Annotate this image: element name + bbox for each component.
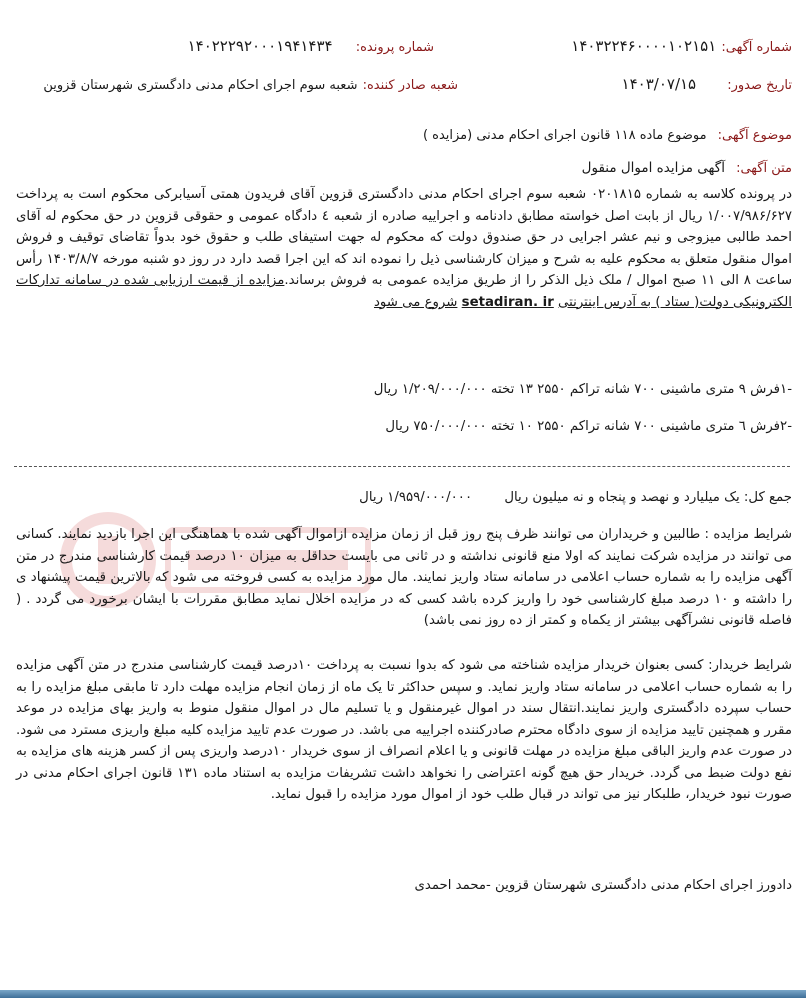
signature: دادورز اجرای احکام مدنی دادگستری شهرستان قزوین -محمد احمدی (414, 878, 792, 893)
text-header-row (582, 157, 792, 176)
total-label: جمع کل: یک میلیارد و نهصد و پنجاه و نه میلیون ریال (504, 490, 792, 505)
buyer-conditions-text: شرایط خریدار: کسی بعنوان خریدار مزایده شناخته می شود که بدوا نسبت به پرداخت ۱۰درصد قیمت کارشناسی مندرج در متن آگهی مزایده را به شماره حساب اعلامی در سامانه ستاد واریز نماید. و سپس حداکثر تا یک ماه از زمان انجام مزایده مهلت دارد تا مابقی مبلغ مزایده را به حساب سپرده دادگستری واریز نمایند.انتقال سند در اموال غیرمنقول و یا تسلیم مال در اموال منقول منوط به واریز بهای مزایده در موعد مقرر و همچنین تایید مزایده از سوی دادگاه محترم صادرکننده اجراییه می باشد. در صورت عدم تایید مزایده کلیه مبلغ واریزی مسترد می شود. در صورت عدم واریز الباقی مبلغ مزایده در مهلت قانونی و یا اعلام انصراف از سوی خریدار ۱۰درصد واریزی پس از کسر هزینه های مزایده به نفع دولت ضبط می گردد. خریدار حق هیچ گونه اعتراضی را نخواهد داشت تشریفات مزایده به استناد ماده ۱۳۱ قانون اجرای احکام مدنی در صورت نبود خریدار، طلبکار نیز می تواند در قبال طلب خود از اموال مورد مزایده را قبول نماید. (16, 658, 793, 802)
subject-value: موضوع ماده ۱۱۸ قانون اجرای احکام مدنی (مزایده ) (422, 128, 707, 143)
issue-date: ۱۴۰۳/۰۷/۱۵ (621, 75, 697, 93)
case-number-label: شماره پرونده: (355, 40, 434, 55)
issuer-label: شعبه صادر کننده: (362, 78, 458, 93)
auction-conditions-text: شرایط مزایده : طالبین و خریداران می توانند ظرف پنج روز قبل از زمان مزایده ازاموال آگهی شده با هماهنگی این اجرا بازدید نمایند. کسانی می توانند در مزایده شرکت نمایند که اولا منع قانونی نداشته و در ثانی می بایست حداقل به میزان ۱۰ درصد قیمت کارشناسی مندرج در متن آگهی مزایده را به شماره حساب اعلامی در سامانه ستاد واریز نمایند. مال مورد مزایده به کسی فروخته می شود که بالاترین قیمت پیشنهاد ی را داشته و ۱۰ درصد مبلغ کارشناسی خود را واریز کرده باشد کسی که در مزایده اخلال نماید مطابق مقررات با ایشان برخورد می گردد . ( فاصله قانونی نشرآگهی بیشتر از یکماه و کمتر از ده روز نمی باشد) (16, 527, 792, 628)
total-amount: ۱/۹۵۹/۰۰۰/۰۰۰ ریال (359, 490, 473, 505)
auction-item-1: -۱فرش ۹ متری ماشینی ۷۰۰ شانه تراکم ۲۵۵۰ ۱۳ تخته ۱/۲۰۹/۰۰۰/۰۰۰ ریال (373, 382, 792, 397)
auction-platform-text: مزایده از قیمت ارزیابی شده در سامانه تدارکات الکترونیکی دولت( ستاد ) به آدرس اینترنتی (16, 273, 792, 310)
total-row (359, 490, 792, 505)
setadiran-link[interactable]: setadiran. ir (461, 294, 554, 310)
auction-conditions (16, 524, 792, 632)
issuer: شعبه سوم اجرای احکام مدنی دادگستری شهرستان قزوین (43, 78, 358, 93)
notice-number-label: شماره آگهی: (721, 40, 792, 55)
subject-label: موضوع آگهی: (717, 128, 792, 143)
case-number-row (188, 36, 434, 55)
issue-date-label: تاریخ صدور: (727, 78, 792, 93)
main-paragraph (16, 184, 792, 313)
text-label: متن آگهی: (736, 161, 792, 176)
notice-number-row (571, 36, 792, 55)
case-number: ۱۴۰۲۲۲۹۲۰۰۰۱۹۴۱۴۳۴ (187, 37, 333, 55)
notice-number: ۱۴۰۳۲۲۴۶۰۰۰۰۱۰۲۱۵۱ (571, 37, 717, 55)
auction-start-text: شروع می شود (373, 294, 458, 310)
buyer-conditions (16, 655, 792, 806)
subject-row (423, 124, 792, 143)
issue-date-row (622, 74, 792, 93)
main-paragraph-text: در پرونده کلاسه به شماره ۰۲۰۱۸۱۵ شعبه سوم اجرای احکام مدنی دادگستری قزوین آقای فریدون همتی آسیابرکی محکوم است به پرداخت ۱/۰۰۷/۹۸۶/۶۲۷ ریال از بابت اصل خواسته مطابق دادنامه و اجراییه صادره از شعبه ٤ دادگاه عمومی و حقوقی قزوین در حق محکوم له آقای احمد طالبی میزوجی و نیم عشر اجرایی در حق صندوق دولت که محکوم له جهت استیفای طلب و حقوق خود بدواً تقاضای توقیف و فروش اموال منقول متعلق به محکوم علیه به شرح و میزان کارشناسی ذیل را نموده اند که این اجرا قصد دارد در روز دو شنبه مورخه ۱۴۰۳/۸/۷ رأس ساعت ۸ الی ۱۱ صبح اموال / ملک ذیل الذکر را از طریق مزایده عمومی به فروش برساند. (16, 187, 793, 288)
divider (14, 466, 790, 467)
window-bottom-bar (0, 990, 806, 998)
text-title: آگهی مزایده اموال منقول (581, 160, 725, 176)
auction-item-2: -۲فرش ٦ متری ماشینی ۷۰۰ شانه تراکم ۲۵۵۰ ۱۰ تخته ۷۵۰/۰۰۰/۰۰۰ ریال (385, 419, 792, 434)
issuer-row (43, 74, 458, 93)
